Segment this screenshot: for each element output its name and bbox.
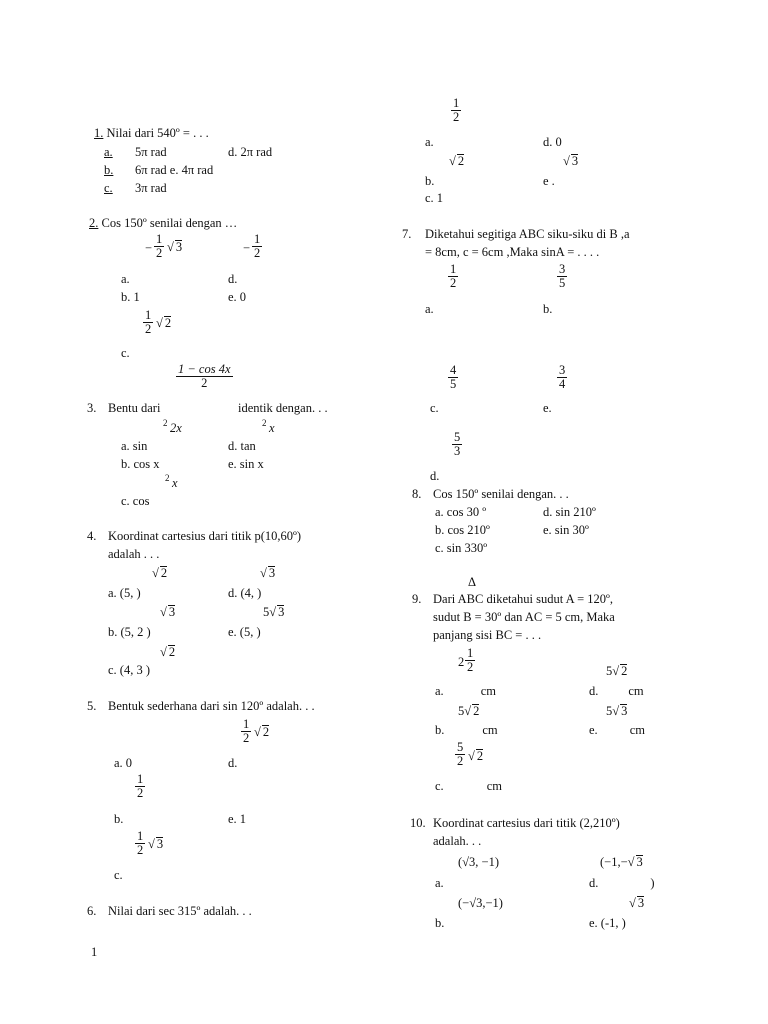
q1-stem: Nilai dari 540º = . . . bbox=[103, 126, 209, 140]
q7-option-b[interactable]: b. bbox=[543, 302, 553, 316]
q2-d-fraction: $\frac{1}{2}$ bbox=[254, 232, 261, 260]
q2-option-b[interactable]: b. 1 bbox=[121, 290, 140, 304]
q7-e-fraction: $\frac{3}{4}$ bbox=[559, 363, 566, 391]
q1-option-a[interactable]: a. 5π rad bbox=[104, 145, 167, 159]
q4-line-2: adalah . . . bbox=[108, 547, 160, 561]
q4-line-1: Koordinat cartesius dari titik p(10,60º) bbox=[108, 529, 302, 543]
q2-c-sqrt: √ 2 bbox=[156, 316, 172, 330]
q4-option-d[interactable]: d. (4, ) bbox=[228, 586, 262, 600]
q7-option-d[interactable]: d. bbox=[430, 469, 440, 483]
q2-option-a[interactable]: a. bbox=[121, 272, 130, 286]
q8-option-d[interactable]: d. sin 210º bbox=[543, 505, 596, 519]
q5-stem: Bentuk sederhana dari sin 120º adalah. . . bbox=[108, 699, 315, 713]
q9-option-c[interactable]: c. cm bbox=[435, 779, 502, 793]
q6-option-c[interactable]: c. 1 bbox=[425, 191, 444, 205]
q9-d-sqrt: 5√ 2 bbox=[606, 664, 628, 678]
q6-option-d[interactable]: d. 0 bbox=[543, 135, 562, 149]
q3-d-arg: x bbox=[269, 421, 275, 435]
q5-b-fraction: $\frac{1}{2}$ bbox=[137, 772, 144, 800]
q5-d-sqrt: √ 2 bbox=[254, 725, 270, 739]
q4-number: 4. bbox=[87, 529, 97, 543]
q9-option-b[interactable]: b. cm bbox=[435, 723, 498, 737]
q7-option-c[interactable]: c. bbox=[430, 401, 439, 415]
q4-b-sqrt: √ 3 bbox=[160, 605, 176, 619]
q3-a-exp: 2 bbox=[163, 418, 168, 428]
q9-option-a[interactable]: a. cm bbox=[435, 684, 496, 698]
q9-delta-symbol: Δ bbox=[468, 575, 477, 589]
q6-e-sqrt: √ 3 bbox=[563, 154, 579, 168]
question-2: 2. Cos 150º senilai dengan … bbox=[89, 216, 238, 230]
q5-option-a[interactable]: a. 0 bbox=[114, 756, 133, 770]
q10-number: 10. bbox=[410, 816, 426, 830]
page-number: 1 bbox=[91, 945, 98, 959]
question-1 bbox=[94, 126, 209, 140]
q2-option-d[interactable]: d. bbox=[228, 272, 238, 286]
q1-number: 1. bbox=[94, 126, 104, 140]
q6-stem: Nilai dari sec 315º adalah. . . bbox=[108, 904, 252, 918]
q3-a-arg: 2x bbox=[170, 421, 182, 435]
q3-c-exp: 2 bbox=[165, 473, 170, 483]
q7-option-a[interactable]: a. bbox=[425, 302, 434, 316]
q7-c-fraction: $\frac{4}{5}$ bbox=[450, 363, 457, 391]
q3-d-exp: 2 bbox=[262, 418, 267, 428]
q3-option-e[interactable]: e. sin x bbox=[228, 457, 264, 471]
q5-number: 5. bbox=[87, 699, 97, 713]
q5-d-fraction: $\frac{1}{2}$ bbox=[243, 717, 250, 745]
q3-option-a[interactable]: a. sin bbox=[121, 439, 148, 453]
q7-option-e[interactable]: e. bbox=[543, 401, 552, 415]
q2-a-minus: − bbox=[145, 241, 153, 255]
q2-a-sqrt: √ 3 bbox=[167, 240, 183, 254]
q3-c-arg: x bbox=[172, 476, 178, 490]
q6-number: 6. bbox=[87, 904, 97, 918]
q6-b-sqrt: √ 2 bbox=[449, 154, 465, 168]
q10-line-1: Koordinat cartesius dari titik (2,210º) bbox=[433, 816, 620, 830]
q8-stem: Cos 150º senilai dengan. . . bbox=[433, 487, 569, 501]
q4-d-sqrt: √ 3 bbox=[260, 566, 276, 580]
q9-option-e[interactable]: e. cm bbox=[589, 723, 645, 737]
q1-option-b-e[interactable]: b. 6π rad e. 4π rad bbox=[104, 163, 214, 177]
q4-option-e[interactable]: e. (5, ) bbox=[228, 625, 261, 639]
q2-d-minus: − bbox=[243, 241, 251, 255]
q4-c-sqrt: √ 2 bbox=[160, 645, 176, 659]
q5-c-fraction: $\frac{1}{2}$ bbox=[137, 829, 144, 857]
q10-a-expression: (√3, −1) bbox=[458, 855, 499, 869]
q2-option-c[interactable]: c. bbox=[121, 346, 130, 360]
q9-line-1: Dari ABC diketahui sudut A = 120º, bbox=[433, 592, 614, 606]
q7-line-2: = 8cm, c = 6cm ,Maka sinA = . . . . bbox=[425, 245, 600, 259]
q5-option-b[interactable]: b. bbox=[114, 812, 124, 826]
q9-line-3: panjang sisi BC = . . . bbox=[433, 628, 542, 642]
q10-d-expression: (−1,−√ 3 bbox=[600, 855, 643, 869]
q7-number: 7. bbox=[402, 227, 412, 241]
q1-option-c[interactable]: c. 3π rad bbox=[104, 181, 167, 195]
q4-option-b[interactable]: b. (5, 2 ) bbox=[108, 625, 151, 639]
q9-line-2: sudut B = 30º dan AC = 5 cm, Maka bbox=[433, 610, 615, 624]
q9-e-sqrt: 5√ 3 bbox=[606, 704, 628, 718]
q4-e-sqrt: 5√ 3 bbox=[263, 605, 285, 619]
q5-option-d[interactable]: d. bbox=[228, 756, 238, 770]
q5-option-e[interactable]: e. 1 bbox=[228, 812, 247, 826]
q7-a-fraction: $\frac{1}{2}$ bbox=[450, 262, 457, 290]
q3-option-b[interactable]: b. cos x bbox=[121, 457, 160, 471]
q8-option-a[interactable]: a. cos 30 º bbox=[435, 505, 487, 519]
q10-option-d[interactable]: d. ) bbox=[589, 876, 655, 890]
q2-a-fraction: $\frac{1}{2}$ bbox=[156, 232, 163, 260]
q5-option-c[interactable]: c. bbox=[114, 868, 123, 882]
q3-stem: Bentu dari bbox=[108, 401, 161, 415]
q6-option-a[interactable]: a. bbox=[425, 135, 434, 149]
q7-d-fraction: $\frac{5}{3}$ bbox=[454, 430, 461, 458]
q8-option-e[interactable]: e. sin 30º bbox=[543, 523, 589, 537]
q9-number: 9. bbox=[412, 592, 422, 606]
q6-option-e[interactable]: e . bbox=[543, 174, 555, 188]
q9-a-whole: 2 bbox=[458, 655, 465, 669]
q10-option-a[interactable]: a. bbox=[435, 876, 444, 890]
q1-option-d[interactable]: d. 2π rad bbox=[228, 145, 273, 159]
q2-c-fraction: $\frac{1}{2}$ bbox=[145, 308, 152, 336]
q10-e-sqrt: √ 3 bbox=[629, 896, 645, 910]
q3-number: 3. bbox=[87, 401, 97, 415]
q4-a-sqrt: √ 2 bbox=[152, 566, 168, 580]
q7-line-1: Diketahui segitiga ABC siku-siku di B ,a bbox=[425, 227, 630, 241]
q6-a-fraction: $\frac{1}{2}$ bbox=[453, 96, 460, 124]
q3-option-c[interactable]: c. cos bbox=[121, 494, 150, 508]
q4-option-c[interactable]: c. (4, 3 ) bbox=[108, 663, 150, 677]
q10-b-expression: (−√3,−1) bbox=[458, 896, 503, 910]
q10-option-b[interactable]: b. bbox=[435, 916, 445, 930]
q5-c-sqrt: √ 3 bbox=[148, 837, 164, 851]
q2-option-e[interactable]: e. 0 bbox=[228, 290, 247, 304]
q6-option-b[interactable]: b. bbox=[425, 174, 435, 188]
q9-option-d[interactable]: d. cm bbox=[589, 684, 644, 698]
q4-option-a[interactable]: a. (5, ) bbox=[108, 586, 141, 600]
q8-number: 8. bbox=[412, 487, 422, 501]
q9-a-fraction: $\frac{1}{2}$ bbox=[467, 646, 474, 674]
q10-line-2: adalah. . . bbox=[433, 834, 482, 848]
q7-b-fraction: $\frac{3}{5}$ bbox=[559, 262, 566, 290]
q8-option-b[interactable]: b. cos 210º bbox=[435, 523, 490, 537]
q10-option-e[interactable]: e. (-1, ) bbox=[589, 916, 626, 930]
q3-option-d[interactable]: d. tan bbox=[228, 439, 256, 453]
q3-stem-2: identik dengan. . . bbox=[238, 401, 328, 415]
q9-c-sqrt: √ 2 bbox=[468, 749, 484, 763]
q9-b-sqrt: 5√ 2 bbox=[458, 704, 480, 718]
q9-c-fraction: $\frac{5}{2}$ bbox=[457, 740, 464, 768]
q3-identity-fraction: $\frac{1 - \cos 4x}{2}$ bbox=[178, 362, 231, 390]
q8-option-c[interactable]: c. sin 330º bbox=[435, 541, 488, 555]
